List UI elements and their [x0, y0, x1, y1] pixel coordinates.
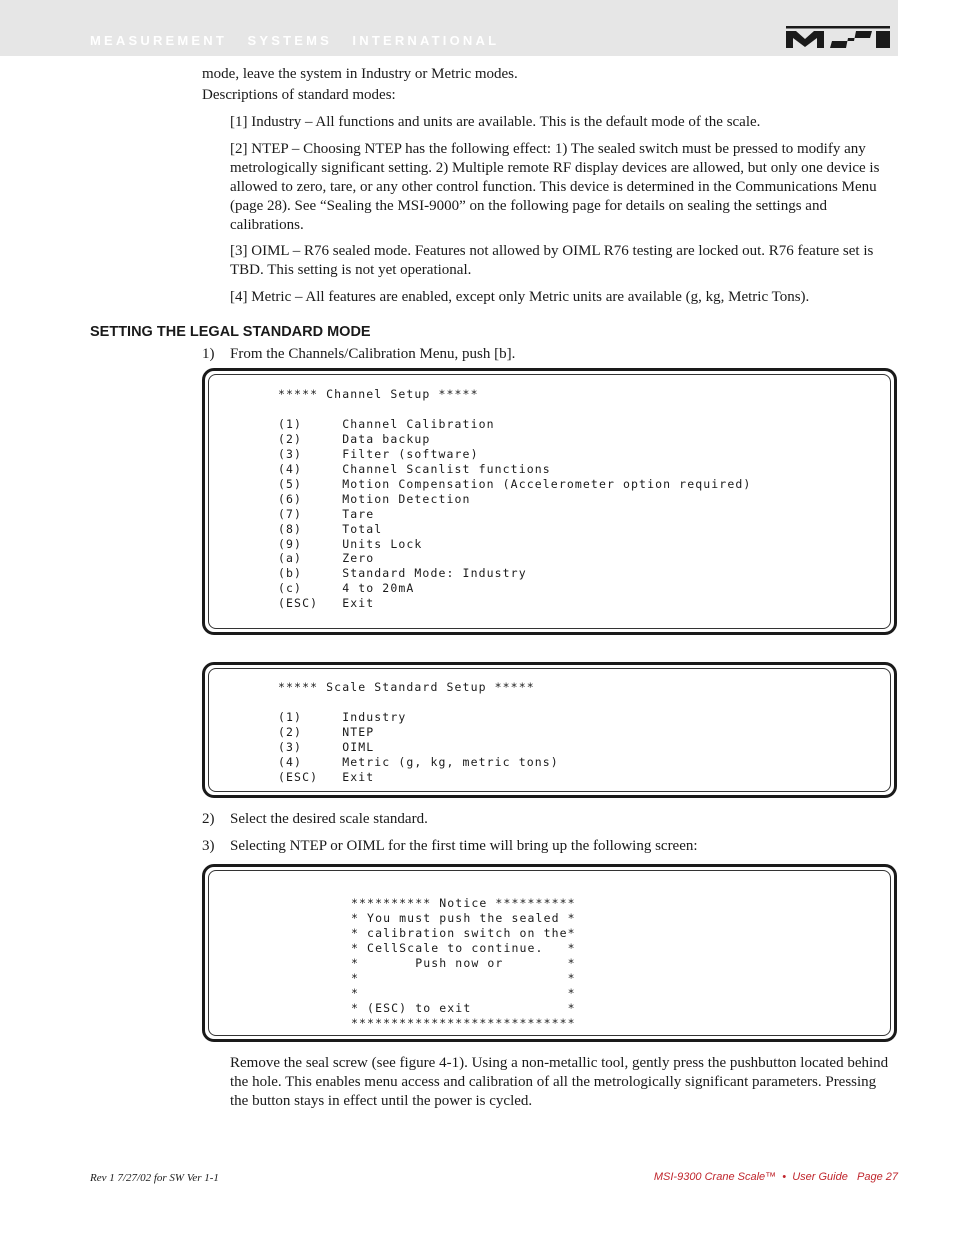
- company-name: MEASUREMENT SYSTEMS INTERNATIONAL: [90, 33, 500, 48]
- step-text: From the Channels/Calibration Menu, push [b].: [230, 346, 516, 362]
- footer-guide-page: MSI-9300 Crane Scale™ • User Guide Page 27: [653, 1171, 898, 1183]
- descriptions-label: Descriptions of standard modes:: [202, 87, 396, 103]
- mode-industry-description: [1] Industry – All functions and units are available. This is the default mode of the scale.: [230, 114, 761, 130]
- mode-oiml-description: [3] OIML – R76 sealed mode. Features not allowed by OIML R76 testing are locked out. R76 feature set is TBD. This setting is not yet operational.: [230, 243, 874, 278]
- step-number: 2): [202, 811, 215, 827]
- channel-setup-screen: [202, 368, 897, 635]
- step-number: 3): [202, 838, 215, 854]
- footer-revision: Rev 1 7/27/02 for SW Ver 1-1: [90, 1172, 219, 1184]
- step-text: Selecting NTEP or OIML for the first time will bring up the following screen:: [230, 838, 698, 854]
- scale-standard-screen: [202, 662, 897, 798]
- page-header: [0, 0, 898, 56]
- intro-paragraph: mode, leave the system in Industry or Metric modes.: [202, 66, 518, 82]
- msi-logo: [786, 20, 890, 50]
- section-heading: SETTING THE LEGAL STANDARD MODE: [90, 324, 371, 340]
- mode-ntep-description: [2] NTEP – Choosing NTEP has the following effect: 1) The sealed switch must be pressed to modify any metrologically significant setting. 2) Multiple remote RF display devices are allowed, but only one device is allowed to zero, tare, or any other control function. This device is determined in the Communications Menu (page 28). See “Sealing the MSI-9000” on the following page for details on sealing the settings and calibrations.: [230, 141, 880, 233]
- step-text: Select the desired scale standard.: [230, 811, 428, 827]
- scale-standard-menu-text: ***** Scale Standard Setup ***** (1) Industry (2) NTEP (3) OIML (4) Metric (g, kg, metric tons) (ESC) Exit: [278, 680, 559, 784]
- notice-text: ********** Notice ********** * You must push the sealed * * calibration switch on the* * CellScale to continue. * * Push now or * * * * * * (ESC) to exit * ****************************: [351, 896, 576, 1030]
- mode-metric-description: [4] Metric – All features are enabled, except only Metric units are available (g, kg, Metric Tons).: [230, 289, 810, 305]
- step-number: 1): [202, 346, 215, 362]
- notice-screen: [202, 864, 897, 1042]
- closing-paragraph: Remove the seal screw (see figure 4-1). Using a non-metallic tool, gently press the pushbutton located behind the hole. This enables menu access and calibration of all the metrologically significant parameters. Pressing the button stays in effect until the power is cycled.: [230, 1055, 889, 1109]
- channel-setup-menu-text: ***** Channel Setup ***** (1) Channel Calibration (2) Data backup (3) Filter (software) (4) Channel Scanlist functions (5) Motion Compensation (Accelerometer option required) (6) Motion Detection (7) Tare (8) Total (9) Units Lock (a) Zero (b) Standard Mode: Industry (c) 4 to 20mA (ESC) Exit: [278, 387, 752, 611]
